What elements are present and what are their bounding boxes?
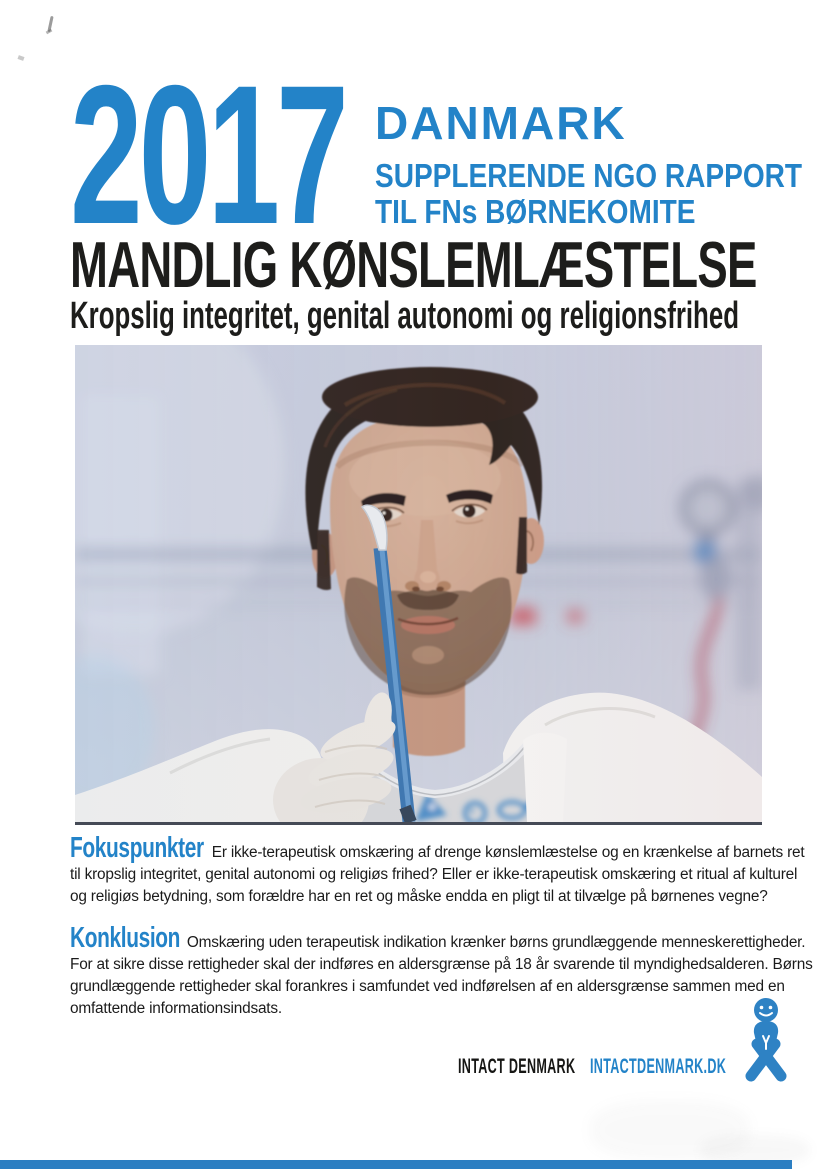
footer-website: INTACTDENMARK.DK [590, 1055, 727, 1078]
bottom-accent-bar [0, 1160, 792, 1169]
page-subtitle: Kropslig integritet, genital autonomi og religionsfrihed [70, 295, 739, 337]
masthead-right [375, 96, 828, 230]
report-type-line: SUPPLERENDE NGO RAPPORT [375, 157, 803, 194]
focus-section [70, 832, 818, 908]
scan-artifact [590, 1100, 750, 1160]
conclusion-text: Omskæring uden terapeutisk indikation krænker børns grundlæggende menneskerettigheder. For at sikre disse rettigheder skal der indføres en aldersgrænse på 18 år svarende til myndighedsalderen. Børns grundlæggende rettigheder skal forankres i samfundet ved indførelsen af en aldersgrænse sammen med en omfattende informationsindsats. [70, 934, 813, 1017]
intact-denmark-logo [735, 997, 797, 1083]
focus-label: Fokuspunkter [70, 832, 204, 864]
focus-text: Er ikke-terapeutisk omskæring af drenge kønslemlæstelse og en krænkelse af barnets ret til kropslig integritet, genital autonomi og religiøs frihed? Eller er ikke-terapeutisk omskæring et ritual af kulturel og religiøs betydning, som forældre har en ret og måske endda en pligt til at tilvælge på børnenes vegne? [70, 844, 805, 905]
country-title: DANMARK [375, 97, 627, 149]
page-title: MANDLIG KØNSLEMLÆSTELSE [70, 228, 757, 301]
conclusion-label: Konklusion [70, 922, 181, 954]
conclusion-section [70, 922, 818, 1020]
cover-photo-illustration [75, 345, 762, 822]
report-year: 2017 [70, 44, 345, 265]
cover-photo [75, 345, 762, 825]
scan-artifact [17, 55, 24, 61]
scan-artifact [46, 29, 53, 35]
footer-org-name: INTACT DENMARK [458, 1055, 576, 1078]
committee-line: TIL FNs BØRNEKOMITE [375, 193, 696, 230]
scan-artifact [47, 16, 53, 32]
